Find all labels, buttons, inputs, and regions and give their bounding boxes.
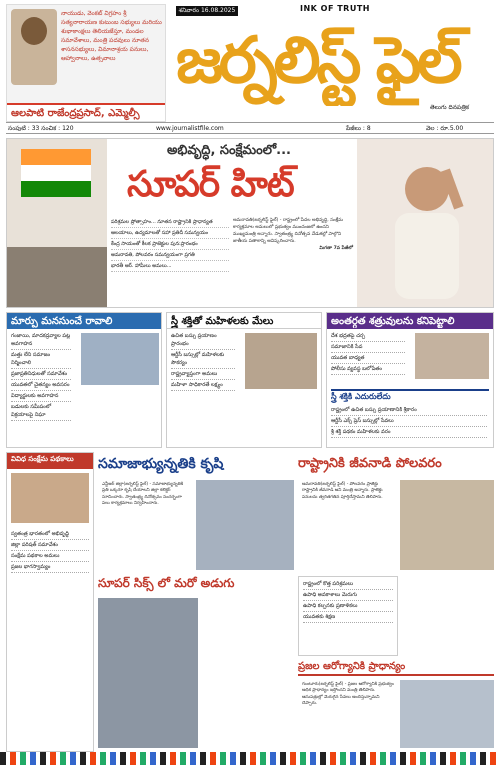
left-column-header[interactable]: వివిధ సంక్షేమ పథకాలు bbox=[7, 453, 93, 469]
masthead-ad bbox=[6, 4, 166, 122]
list-item: స్వతంత్ర భారతంలో అభివృద్ధి bbox=[11, 529, 89, 540]
column-three bbox=[326, 312, 494, 448]
list-item: ఉపాధి అవకాశాలు మెరుగు bbox=[303, 590, 393, 601]
leader-photo bbox=[11, 473, 89, 523]
flag-icon bbox=[21, 149, 91, 197]
column-two bbox=[166, 312, 322, 448]
health-story-text: గుంటూరు(జర్నలిస్ట్ ఫైల్) - ప్రజల ఆరోగ్యానికి ప్రభుత్వం అధిక ప్రాధాన్యం ఇస్తోందని మంత్రి తెలిపారు. ఆసుపత్రుల్లో మెరుగైన సేవలు అందిస్తున్నామని చెప్పారు. bbox=[302, 682, 394, 707]
list-item: రాష్ట్రంలో కొత్త పరిశ్రమలు bbox=[303, 579, 393, 590]
more-link[interactable]: మిగతా 7వ పేజీలో bbox=[319, 246, 353, 251]
hero-story-text: అమరావతి(జర్నలిస్ట్ ఫైల్) - రాష్ట్రంలో పేదల అభివృద్ధి, సంక్షేమ కార్యక్రమాల అమలులో ప్రభుత్వం ముందంజలో ఉందని ముఖ్యమంత్రి అన్నారు. స్వాతంత్ర్య దినోత్సవ వేడుకల్లో పాల్గొని జాతీయ పతాకాన్ని ఆవిష్కరించారు. bbox=[233, 218, 344, 244]
list-item: ఆర్టీసీ ఎక్స్ ప్రెస్ బస్సుల్లో సేవలు bbox=[331, 416, 487, 427]
hero-section bbox=[6, 138, 494, 308]
news-photo bbox=[415, 333, 489, 379]
column-two-header[interactable]: స్త్రీ శక్తితో మహిళలకు మేలు bbox=[167, 313, 321, 329]
list-item: బడులకు సమీపంలో విక్రయాలపై నిఘా bbox=[11, 402, 71, 421]
list-item: గంజాయి, మాదకద్రవ్యాల పట్ల అవగాహన bbox=[11, 331, 71, 350]
crowd-image bbox=[7, 247, 107, 307]
pages-info: పేజీలు : 8 bbox=[346, 125, 371, 132]
left-column-list bbox=[7, 527, 93, 575]
hero-kicker: అభివృద్ధి, సంక్షేమంలో... bbox=[167, 143, 291, 158]
list-item: సమాజానికి సేవ bbox=[331, 342, 405, 353]
list-item: యువతకు శిక్షణ bbox=[303, 612, 393, 623]
person-icon bbox=[377, 149, 477, 299]
list-item: ఉపాధి కల్పనకు ప్రణాళికలు bbox=[303, 601, 393, 612]
lead-story bbox=[98, 480, 194, 570]
column-three-list bbox=[327, 329, 409, 377]
bullet: అమరావతి, పోలవరం సమన్వయంగా ప్రగతి bbox=[111, 250, 229, 261]
news-photo bbox=[81, 333, 159, 385]
super-six-photo bbox=[98, 598, 198, 748]
list-item: దేశ భద్రతపై చర్చ bbox=[331, 331, 405, 342]
ad-photo bbox=[11, 9, 57, 85]
sub-section-list bbox=[327, 403, 491, 440]
lead-story-text: ఎన్టీఆర్ జిల్లా(జర్నలిస్ట్ ఫైల్) - సమాజాభ్యున్నతికి ప్రతి ఒక్కరూ కృషి చేయాలని జిల్లా కలెక్టర్ సూచించారు. స్వాతంత్ర్య దినోత్సవం సందర్భంగా పలు కార్యక్రమాలు నిర్వహించారు. bbox=[102, 482, 184, 507]
lead-photo bbox=[196, 480, 294, 570]
bullet: ఆలయాలు, ఉద్యమాలతో సహా ప్రతిదీ సమన్వయం bbox=[111, 228, 229, 239]
health-headline[interactable]: ప్రజల ఆరోగ్యానికి ప్రాధాన్యం bbox=[298, 660, 494, 676]
ad-name: ఆలపాటి రాజేంద్రప్రసాద్, ఎమ్మెల్సీ bbox=[7, 103, 165, 121]
column-two-list bbox=[167, 329, 239, 393]
left-column bbox=[6, 452, 94, 752]
list-item: యువతలో చైతన్యం అవసరం bbox=[11, 380, 71, 391]
bullet: పరిశ్రమల ప్రోత్సాహం... నూతన రాష్ట్రానికి ప్రాధాన్యత bbox=[111, 217, 229, 228]
list-item: ప్రజాప్రతినిధులతో సమావేశం bbox=[11, 369, 71, 380]
bullet: కేంద్ర సాయంతో కీలక ప్రాజెక్టుల పున:ప్రారంభం bbox=[111, 239, 229, 250]
chief-minister-photo bbox=[357, 139, 493, 307]
list-item: మహిళా సాధికారతే లక్ష్యం bbox=[171, 380, 235, 391]
polavaram-story bbox=[298, 480, 398, 570]
website-link[interactable]: www.journalistfile.com bbox=[156, 125, 224, 132]
column-one bbox=[6, 312, 162, 448]
flag-hoisting-image bbox=[7, 139, 107, 307]
info-bar bbox=[6, 122, 494, 134]
newspaper-title: జర్నలిస్ట్ ఫైల్ bbox=[176, 23, 459, 98]
lead-story-headline[interactable]: సమాజాభ్యున్నతికి కృషి bbox=[98, 456, 224, 472]
date: శనివారం 16.08.2025 bbox=[176, 6, 238, 16]
middle-bullets bbox=[298, 576, 398, 656]
newspaper-subtitle: తెలుగు దినపత్రిక bbox=[430, 104, 470, 111]
polavaram-photo bbox=[400, 480, 494, 570]
health-photo bbox=[400, 680, 494, 748]
polavaram-headline[interactable]: రాష్ట్రానికి జీవనాడి పోలవరం bbox=[298, 456, 442, 471]
list-item: ప్రజల భాగస్వామ్యం bbox=[11, 562, 89, 573]
ink-of-truth: INK OF TRUTH bbox=[300, 4, 370, 13]
price-info: వెల : రూ.5.00 bbox=[426, 125, 464, 132]
list-item: ఆర్టీసీ బస్సుల్లో మహిళలకు సౌకర్యం bbox=[171, 350, 235, 369]
list-item: జిల్లా పరిషత్ సమావేశం bbox=[11, 540, 89, 551]
list-item: విద్యార్థులకు అవగాహన bbox=[11, 391, 71, 402]
volume-info: సంపుటి : 33 సంచిక : 120 bbox=[8, 125, 74, 132]
color-registration-strip bbox=[0, 752, 500, 765]
list-item: పోలీసు వ్యవస్థ బలోపేతం bbox=[331, 364, 405, 375]
list-item: రాష్ట్రంలో ఉచిత బస్సు ప్రయాణానికి శ్రీకారం bbox=[331, 405, 487, 416]
hero-bullets bbox=[111, 217, 229, 272]
ad-text: నాయుడు, వెంకట్ విగ్రహం శ్రీ సత్యనారాయణ కుటుంబ సభ్యులు మరియు శుభాకాంక్షలు తెలియజేస్తూ, మండల సమావేశాలు, మంత్రి పదవులు నూతన శాసనసభ్యులు, విమానాశ్రయ పనులు, ఆహ్వానాలు, ఉత్సవాలు bbox=[61, 10, 162, 62]
column-one-header[interactable]: మార్పు మనసుంచే రావాలి bbox=[7, 313, 161, 329]
super-six-headline[interactable]: సూపర్ సిక్స్ లో మరో అడుగు bbox=[98, 576, 235, 590]
news-photo bbox=[245, 333, 317, 389]
hero-headline[interactable]: సూపర్ హిట్ bbox=[127, 163, 294, 205]
column-three-header[interactable]: అంతర్గత శత్రువులను కనిపెట్టాలి bbox=[327, 313, 493, 329]
sub-section-header[interactable]: స్త్రీ శక్తికి ఎదురులేదు bbox=[331, 389, 489, 403]
list-item: మత్తు లేని సమాజం నిర్మించాలి bbox=[11, 350, 71, 369]
list-item: యువత బాధ్యత bbox=[331, 353, 405, 364]
polavaram-story-text: అమరావతి(జర్నలిస్ట్ ఫైల్) - పోలవరం ప్రాజెక్టు రాష్ట్రానికి జీవనాడి అని మంత్రి అన్నారు. ప్రాజెక్టు పనులను త్వరితగతిన పూర్తిచేస్తామని తెలిపారు. bbox=[302, 482, 383, 500]
list-item: రాష్ట్రవ్యాప్తంగా అమలు bbox=[171, 369, 235, 380]
list-item: శ్రీ శక్తి పథకం మహిళలకు వరం bbox=[331, 427, 487, 438]
hero-story bbox=[233, 217, 353, 252]
list-item: ఉచిత బస్సు ప్రయాణం ప్రారంభం bbox=[171, 331, 235, 350]
column-one-list bbox=[7, 329, 75, 423]
bullet: భారతీ ఆర్. హామీలు అమలు... bbox=[111, 261, 229, 272]
health-story bbox=[298, 680, 398, 748]
list-item: సంక్షేమ పథకాల అమలు bbox=[11, 551, 89, 562]
